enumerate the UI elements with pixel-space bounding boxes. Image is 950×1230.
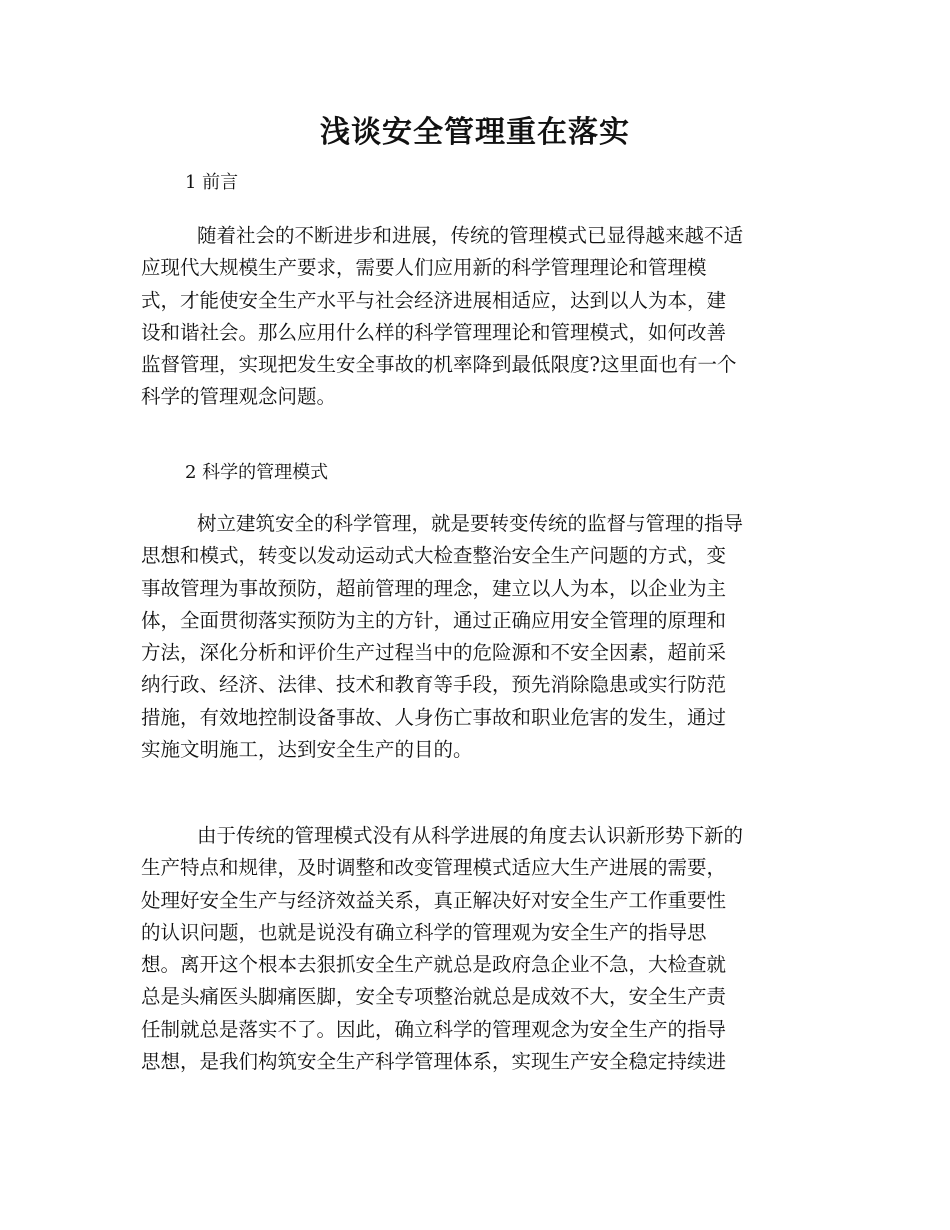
paragraph-management-model-1 bbox=[141, 508, 817, 766]
paragraph-line: 的认识问题，也就是说没有确立科学的管理观为安全生产的指导思 bbox=[141, 920, 707, 944]
section-heading-management-model: 2 科学的管理模式 bbox=[185, 462, 329, 483]
paragraph-line: 思想，是我们构筑安全生产科学管理体系，实现生产安全稳定持续进 bbox=[141, 1050, 727, 1074]
paragraph-line: 方法，深化分析和评价生产过程当中的危险源和不安全因素，超前采 bbox=[141, 641, 727, 665]
paragraph-line: 应现代大规模生产要求，需要人们应用新的科学管理理论和管理模 bbox=[141, 256, 707, 280]
paragraph-line: 式，才能使安全生产水平与社会经济进展相适应，达到以人为本，建 bbox=[141, 288, 727, 312]
paragraph-line: 纳行政、经济、法律、技术和教育等手段，预先消除隐患或实行防范 bbox=[141, 673, 727, 697]
paragraph-line: 想。离开这个根本去狠抓安全生产就总是政府急企业不急，大检查就 bbox=[141, 953, 727, 977]
paragraph-line: 措施，有效地控制设备事故、人身伤亡事故和职业危害的发生，通过 bbox=[141, 705, 727, 729]
paragraph-line: 树立建筑安全的科学管理，就是要转变传统的监督与管理的指导 bbox=[197, 512, 744, 535]
section-heading-preface: 1 前言 bbox=[185, 172, 239, 193]
paragraph-line: 随着社会的不断进步和进展，传统的管理模式已显得越来越不适 bbox=[197, 224, 744, 247]
paragraph-management-model-2 bbox=[141, 820, 817, 1078]
paragraph-line: 由于传统的管理模式没有从科学进展的角度去认识新形势下新的 bbox=[197, 824, 744, 847]
paragraph-line: 设和谐社会。那么应用什么样的科学管理理论和管理模式，如何改善 bbox=[141, 320, 727, 344]
paragraph-line: 事故管理为事故预防，超前管理的理念，建立以人为本，以企业为主 bbox=[141, 576, 727, 600]
document-title: 浅谈安全管理重在落实 bbox=[320, 115, 630, 150]
paragraph-line: 体，全面贯彻落实预防为主的方针，通过正确应用安全管理的原理和 bbox=[141, 608, 727, 632]
paragraph-line: 实施文明施工，达到安全生产的目的。 bbox=[141, 738, 473, 762]
paragraph-line: 生产特点和规律，及时调整和改变管理模式适应大生产进展的需要， bbox=[141, 856, 727, 880]
paragraph-line: 思想和模式，转变以发动运动式大检查整治安全生产问题的方式，变 bbox=[141, 544, 727, 568]
paragraph-line: 科学的管理观念问题。 bbox=[141, 385, 337, 409]
paragraph-line: 总是头痛医头脚痛医脚，安全专项整治就总是成效不大，安全生产责 bbox=[141, 985, 727, 1009]
paragraph-line: 处理好安全生产与经济效益关系，真正解决好对安全生产工作重要性 bbox=[141, 888, 727, 912]
paragraph-line: 任制就总是落实不了。因此，确立科学的管理观念为安全生产的指导 bbox=[141, 1017, 727, 1041]
paragraph-preface bbox=[141, 220, 817, 414]
paragraph-line: 监督管理，实现把发生安全事故的机率降到最低限度?这里面也有一个 bbox=[141, 353, 737, 377]
